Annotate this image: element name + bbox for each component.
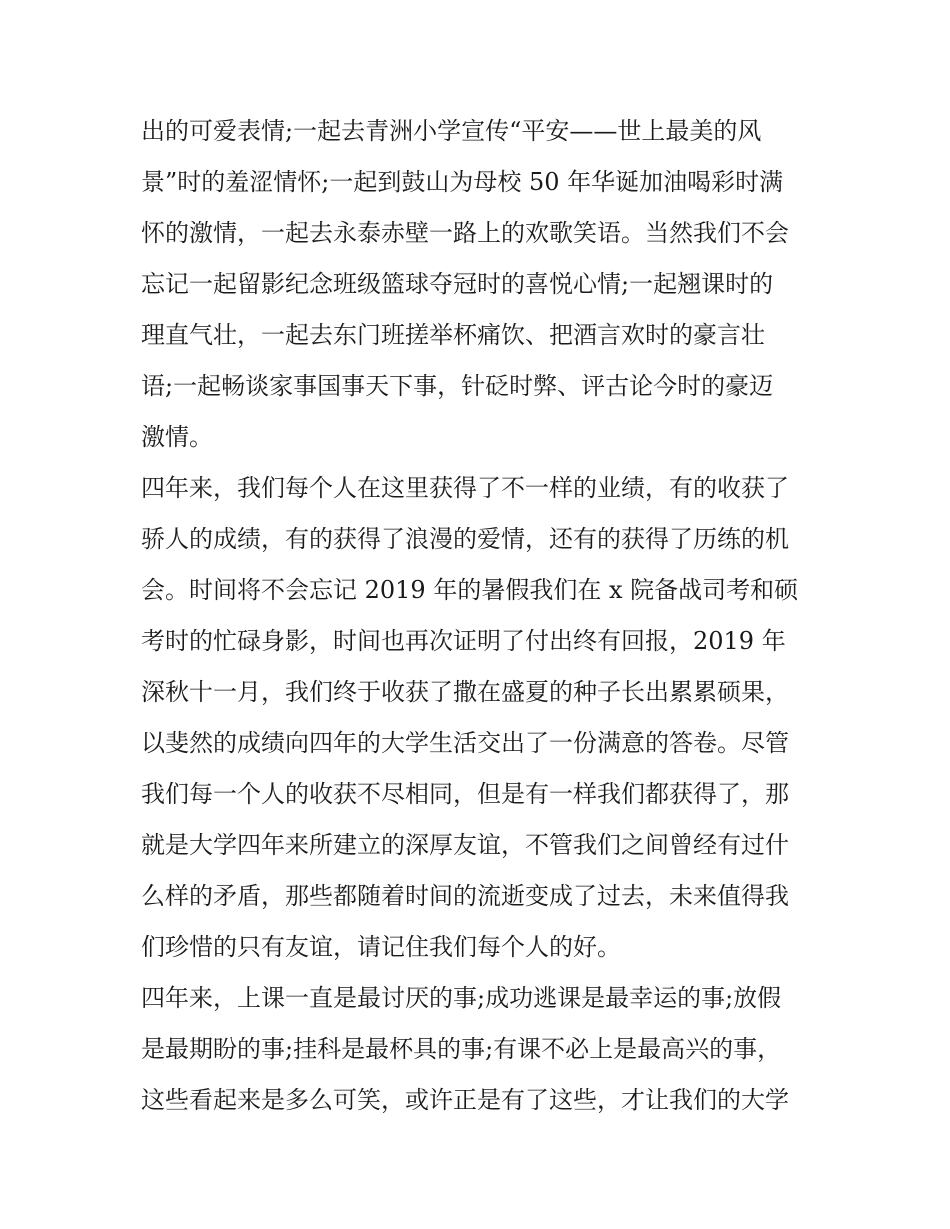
text-line: 出的可爱表情;一起去青洲小学宣传“平安——世上最美的风 bbox=[141, 117, 762, 145]
text-line: 忘记一起留影纪念班级篮球夺冠时的喜悦心情;一起翘课时的 bbox=[141, 270, 774, 298]
text-line: 骄人的成绩，有的获得了浪漫的爱情，还有的获得了历练的机 bbox=[141, 525, 789, 553]
text-line: 考时的忙碌身影，时间也再次证明了付出终有回报，2019 年 bbox=[141, 627, 786, 655]
text-line: 我们每一个人的收获不尽相同，但是有一样我们都获得了，那 bbox=[141, 780, 789, 808]
text-line: 四年来，上课一直是最讨厌的事;成功逃课是最幸运的事;放假 bbox=[141, 984, 782, 1012]
body-text bbox=[141, 106, 821, 1126]
text-line: 深秋十一月，我们终于收获了撒在盛夏的种子长出累累硕果， bbox=[141, 678, 789, 706]
text-line: 们珍惜的只有友谊，请记住我们每个人的好。 bbox=[141, 933, 621, 961]
text-line: 景”时的羞涩情怀;一起到鼓山为母校 50 年华诞加油喝彩时满 bbox=[141, 168, 784, 196]
text-line: 语;一起畅谈家事国事天下事，针砭时弊、评古论今时的豪迈 bbox=[141, 372, 774, 400]
text-line: 就是大学四年来所建立的深厚友谊，不管我们之间曾经有过什 bbox=[141, 831, 789, 859]
text-line: 怀的激情，一起去永泰赤壁一路上的欢歌笑语。当然我们不会 bbox=[141, 219, 789, 247]
text-line: 激情。 bbox=[141, 423, 213, 451]
text-line: 是最期盼的事;挂科是最杯具的事;有课不必上是最高兴的事， bbox=[141, 1035, 782, 1063]
text-line: 么样的矛盾，那些都随着时间的流逝变成了过去，未来值得我 bbox=[141, 882, 789, 910]
text-line: 这些看起来是多么可笑，或许正是有了这些，才让我们的大学 bbox=[141, 1086, 789, 1114]
text-line: 会。时间将不会忘记 2019 年的暑假我们在 x 院备战司考和硕 bbox=[141, 576, 799, 604]
text-line: 四年来，我们每个人在这里获得了不一样的业绩，有的收获了 bbox=[141, 474, 789, 502]
text-line: 以斐然的成绩向四年的大学生活交出了一份满意的答卷。尽管 bbox=[141, 729, 789, 757]
text-line: 理直气壮，一起去东门班搓举杯痛饮、把酒言欢时的豪言壮 bbox=[141, 321, 765, 349]
